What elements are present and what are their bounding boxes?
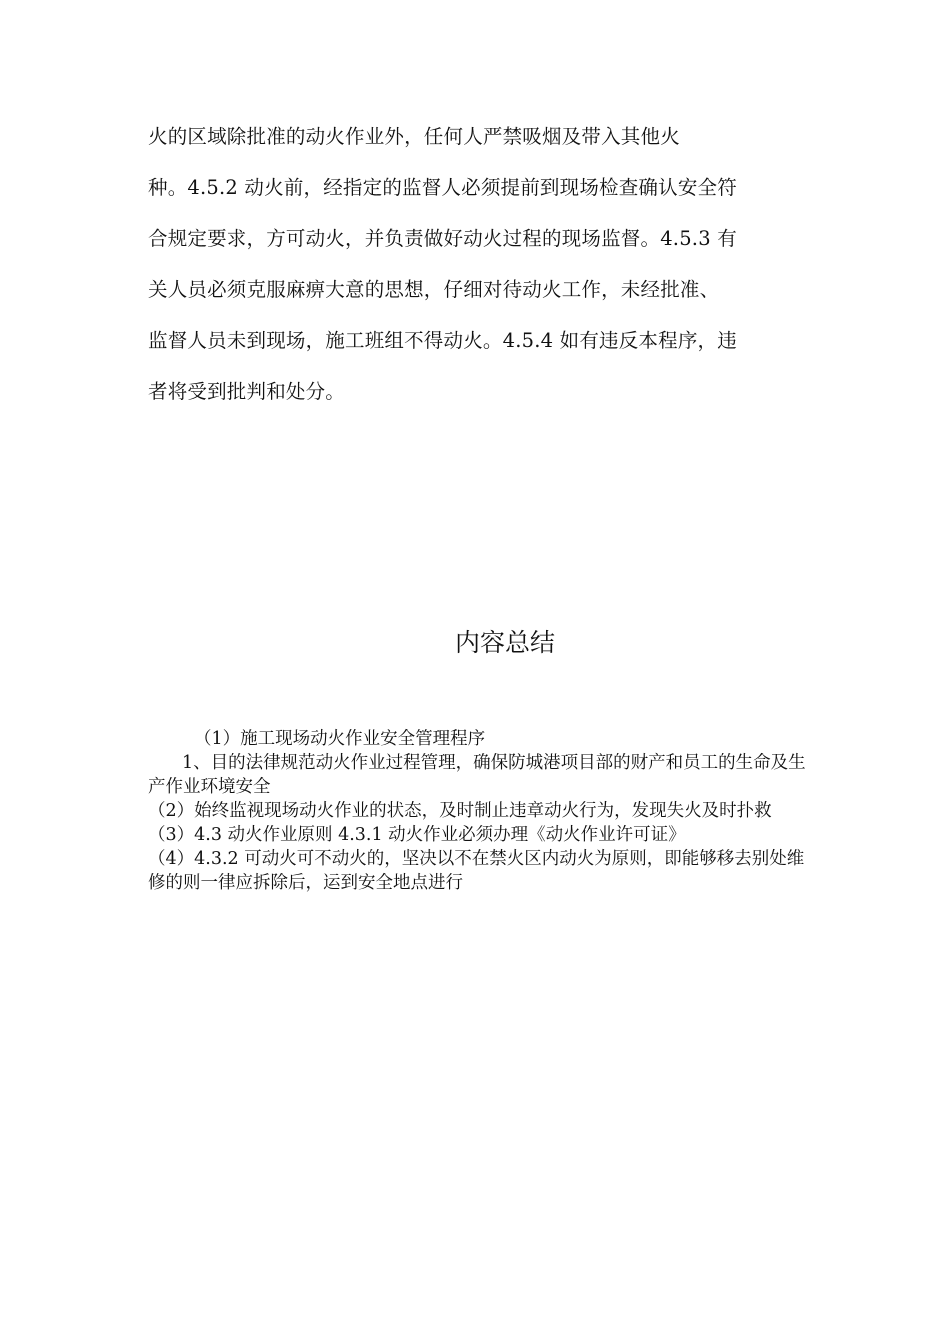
body-text — [148, 118, 808, 424]
summary-paragraph: （1）施工现场动火作业安全管理程序 — [194, 729, 486, 749]
body-line: 火的区域除批准的动火作业外，任何人严禁吸烟及带入其他火 — [148, 125, 680, 148]
body-line: 监督人员未到现场，施工班组不得动火。4.5.4 如有违反本程序，违 — [148, 329, 737, 352]
summary-section — [148, 727, 813, 895]
body-line: 者将受到批判和处分。 — [148, 380, 346, 403]
summary-paragraph: （4）4.3.2 可动火可不动火的，坚决以不在禁火区内动火为原则，即能够移去别处维修的则一律应拆除后，运到安全地点进行 — [148, 849, 805, 893]
body-line: 种。4.5.2 动火前，经指定的监督人必须提前到现场检查确认安全符 — [148, 176, 737, 199]
body-line: 合规定要求，方可动火，并负责做好动火过程的现场监督。4.5.3 有 — [148, 227, 737, 250]
body-line: 关人员必须克服麻痹大意的思想，仔细对待动火工作，未经批准、 — [148, 278, 720, 301]
summary-paragraph: （2）始终监视现场动火作业的状态，及时制止违章动火行为，发现失火及时扑救 — [148, 801, 772, 821]
summary-title: 内容总结 — [454, 628, 555, 657]
summary-paragraph: （3）4.3 动火作业原则 4.3.1 动火作业必须办理《动火作业许可证》 — [148, 825, 686, 845]
summary-paragraph: 1、目的法律规范动火作业过程管理，确保防城港项目部的财产和员工的生命及生产作业环境安全 — [148, 753, 806, 797]
